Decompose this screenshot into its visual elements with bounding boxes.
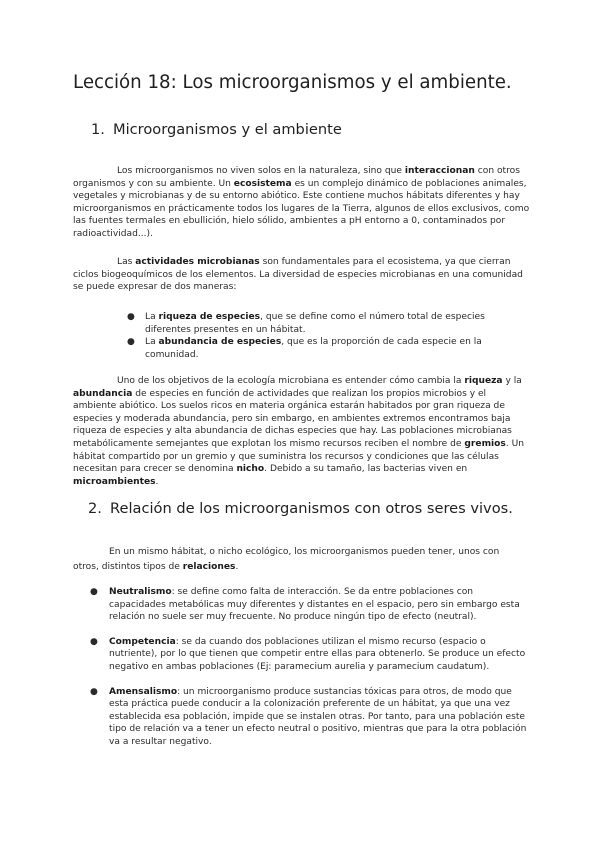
species-diversity-list [127,311,525,361]
section-2-number: 2. [88,500,102,517]
section-1-title: Microorganismos y el ambiente [113,121,342,138]
list-item: ● Neutralismo: se define como falta de interacción. Se da entre poblaciones con capacidades metabólicas muy diferentes y distantes en el espacio, pero sin embargo esta relación no suele ser muy frecuente. No produce ningún tipo de efecto (neutral). [90,587,520,623]
bullet-icon: ● [90,587,98,597]
list-item: ● La riqueza de especies, que se define como el número total de especies diferentes presentes en un hábitat. [127,312,485,335]
bullet-icon: ● [127,337,135,348]
page-title: Lección 18: Los microorganismos y el ambiente. [73,72,512,93]
bullet-icon: ● [90,636,98,647]
bullet-icon: ● [90,686,98,697]
section-1-number: 1. [91,121,105,138]
list-item: ● La abundancia de especies, que es la proporción de cada especie en la comunidad. [127,337,482,360]
section-1-heading [91,121,342,138]
section-1-paragraph-2: Las actividades microbianas son fundamentales para el ecosistema, ya que cierran ciclos biogeoquímicos de los elementos. La diversidad de especies microbianas en una comunidad se puede expresar de dos maneras: [73,257,523,293]
section-2-heading [88,500,513,517]
relations-list [90,586,529,749]
section-2-title: Relación de los microorganismos con otros seres vivos. [110,500,513,517]
bullet-icon: ● [127,312,135,322]
list-item: ● Competencia: se da cuando dos poblaciones utilizan el mismo recurso (espacio o nutriente), por lo que tienen que competir entre ellas para obtenerlo. Se produce un efecto negativo en ambas poblaciones (Ej: paramecium aurelia y paramecium caudatum). [90,636,526,672]
section-1-paragraph-3: Uno de los objetivos de la ecología microbiana es entender cómo cambia la riqueza y la abundancia de especies en función de actividades que realizan los propios microbios y el ambiente abiótico. Los suelos ricos en materia orgánica estarán habitados por gran riqueza de especies y moderada abundancia, pero sin embargo, en ambientes extremos encontramos baja riqueza de especies y alta abundancia de dichas especies que hay. Las poblaciones microbianas metabólicamente semejantes que explotan los mismo recursos reciben el nombre de gremios. Un hábitat compartido por un gremio y que suministra los recursos y condiciones que las células necesitan para crecer se denomina nicho. Debido a su tamaño, las bacterias viven en microambientes. [73,376,525,487]
list-item: ● Amensalismo: un microorganismo produce sustancias tóxicas para otros, de modo que esta práctica puede conducir a la colonización preferente de un hábitat, ya que una vez establecida esa población, impide que se instalen otras. Por tanto, para una población este tipo de relación va a tener un efecto neutral o positivo, mientras que para la otra población va a resultar negativo. [90,686,527,747]
section-1-paragraph-1: Los microorganismos no viven solos en la naturaleza, sino que interaccionan con otros organismos y con su ambiente. Un ecosistema es un complejo dinámico de poblaciones animales, vegetales y microbianas y de su entorno abiótico. Este contiene muchos hábitats diferentes y hay microorganismos en prácticamente todos los lugares de la Tierra, algunos de ellos exclusivos, como las fuentes termales en ebullición, hielo sólido, ambientes a pH entorno a 0, contaminados por radioactividad...). [73,166,530,239]
section-2-paragraph-1: En un mismo hábitat, o nicho ecológico, los microorganismos pueden tener, unos con otros, distintos tipos de relaciones. [73,547,500,572]
